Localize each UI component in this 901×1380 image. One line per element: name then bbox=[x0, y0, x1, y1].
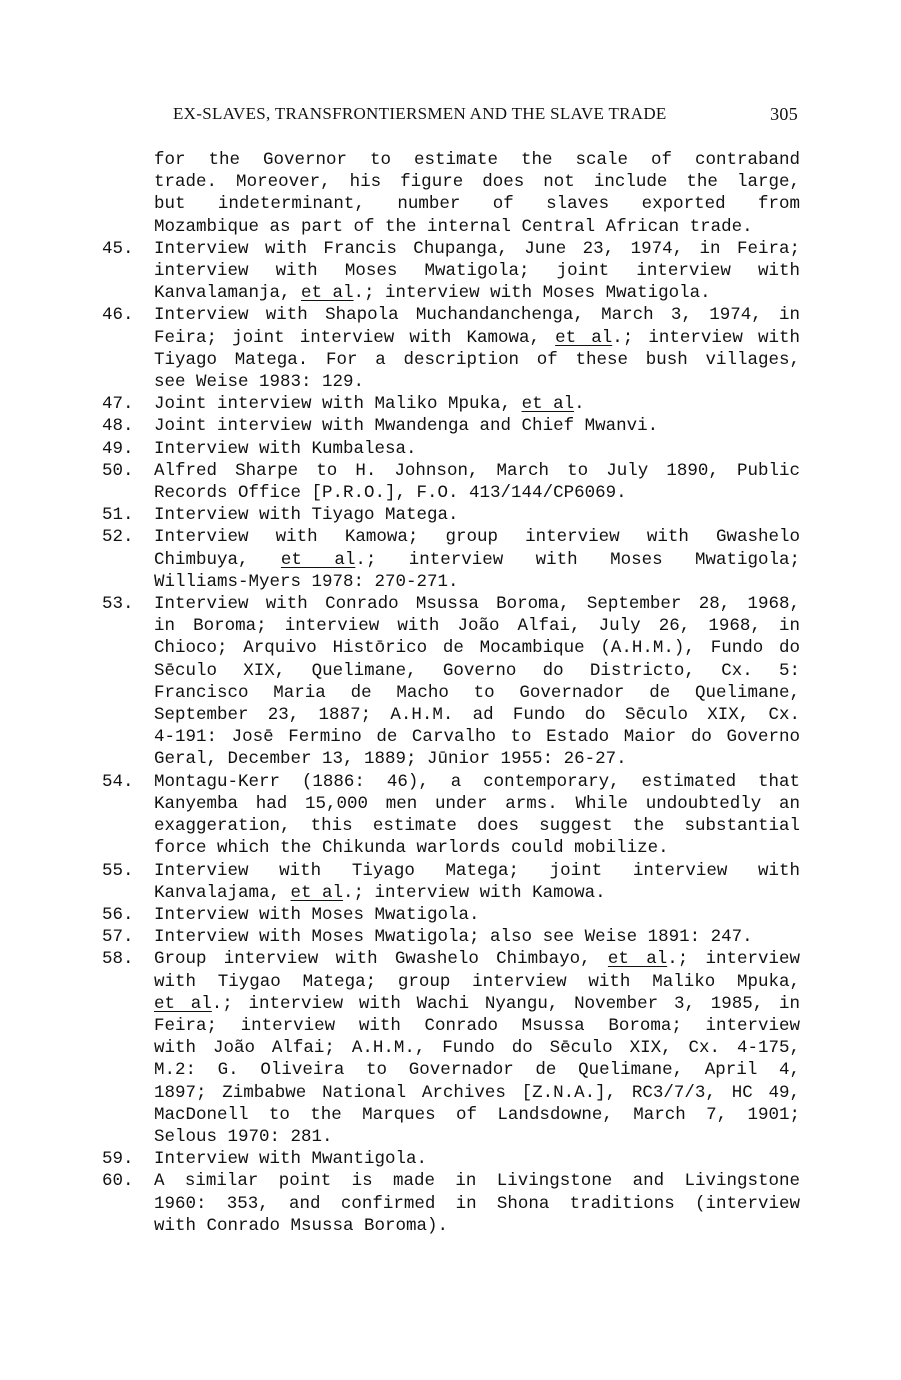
text-run: with Conrado Msussa Boroma). bbox=[154, 1215, 449, 1236]
endnote-line bbox=[154, 615, 800, 637]
endnote-line bbox=[154, 393, 800, 415]
endnote bbox=[102, 460, 800, 504]
endnote-line bbox=[154, 526, 800, 548]
endnote-line bbox=[154, 1059, 800, 1081]
text-run: interview with Moses Mwatigola; joint interview with bbox=[154, 261, 800, 282]
endnote-line bbox=[154, 726, 800, 748]
text-run: Interview with Tiyago Matega. bbox=[154, 505, 459, 526]
endnote-number: 56. bbox=[102, 904, 134, 925]
endnote-number: 54. bbox=[102, 771, 134, 792]
text-run: Records Office [P.R.O.], F.O. 413/144/CP6069. bbox=[154, 483, 627, 504]
underlined-text: et al bbox=[290, 882, 344, 903]
text-run: 1960: 353, and confirmed in Shona traditions (interview bbox=[154, 1193, 800, 1214]
endnote-line bbox=[154, 1104, 800, 1126]
endnote-line bbox=[154, 438, 800, 460]
text-run: Joint interview with Mwandenga and Chief Mwanvi. bbox=[154, 416, 659, 437]
text-run: in Boroma; interview with João Alfai, July 26, 1968, in bbox=[154, 616, 800, 637]
text-run: Francisco Maria de Macho to Governador de Quelimane, bbox=[154, 682, 800, 703]
endnote-line bbox=[154, 948, 800, 970]
endnote-line bbox=[154, 971, 800, 993]
text-run: .; interview with Wachi Nyangu, November 3, 1985, in bbox=[211, 993, 800, 1014]
endnote-line bbox=[154, 460, 800, 482]
endnote-line bbox=[154, 682, 800, 704]
text-run: see Weise 1983: 129. bbox=[154, 372, 365, 393]
endnote-line bbox=[154, 1215, 800, 1237]
endnote bbox=[102, 438, 800, 460]
endnote-line bbox=[154, 1037, 800, 1059]
underlined-text: et al bbox=[154, 993, 212, 1014]
underlined-text: et al bbox=[301, 283, 354, 304]
text-run: Geral, December 13, 1889; Jūnior 1955: 26-27. bbox=[154, 749, 627, 770]
text-run: . bbox=[574, 394, 585, 415]
running-title: EX-SLAVES, TRANSFRONTIERSMEN AND THE SLAVE TRADE bbox=[173, 104, 667, 123]
text-run: Chioco; Arquivo Histōrico de Mocambique (A.H.M.), Fundo do bbox=[154, 638, 800, 659]
endnote-line bbox=[154, 993, 800, 1015]
text-run: Interview with Kumbalesa. bbox=[154, 438, 417, 459]
text-run: Interview with Kamowa; group interview with Gwashelo bbox=[154, 527, 800, 548]
endnote bbox=[102, 526, 800, 593]
endnote-line bbox=[154, 171, 800, 193]
endnote-line bbox=[154, 282, 800, 304]
text-run: .; interview with bbox=[612, 327, 801, 348]
endnote-line bbox=[154, 815, 800, 837]
text-run: .; interview with Kamowa. bbox=[343, 882, 606, 903]
endnote-line bbox=[154, 793, 800, 815]
text-run: Sēculo XIX, Quelimane, Governo do Districto, Cx. 5: bbox=[154, 660, 800, 681]
text-run: Kanvalamanja, bbox=[154, 283, 302, 304]
endnote-number: 55. bbox=[102, 860, 134, 881]
endnote-line bbox=[154, 371, 800, 393]
endnote-number: 52. bbox=[102, 527, 134, 548]
text-run: 4-191: Josē Fermino de Carvalho to Estado Maior do Governo bbox=[154, 727, 800, 748]
underlined-text: et al bbox=[555, 327, 613, 348]
text-run: Alfred Sharpe to H. Johnson, March to July 1890, Public bbox=[154, 460, 800, 481]
text-run: Selous 1970: 281. bbox=[154, 1126, 333, 1147]
text-run: with Tiygao Matega; group interview with Maliko Mpuka, bbox=[154, 971, 800, 992]
endnote-number: 57. bbox=[102, 927, 134, 948]
endnote-line bbox=[154, 771, 800, 793]
endnote bbox=[102, 304, 800, 393]
text-run: Interview with Francis Chupanga, June 23, 1974, in Feira; bbox=[154, 238, 800, 259]
text-run: Interview with Moses Mwatigola. bbox=[154, 904, 480, 925]
underlined-text: et al bbox=[607, 949, 668, 970]
endnote bbox=[102, 149, 800, 238]
text-run: Mozambique as part of the internal Central African trade. bbox=[154, 216, 753, 237]
text-run: Tiyago Matega. For a description of these bush villages, bbox=[154, 349, 800, 370]
endnote-line bbox=[154, 904, 800, 926]
endnote-number: 50. bbox=[102, 460, 134, 481]
running-header bbox=[173, 104, 798, 128]
endnote-number: 59. bbox=[102, 1149, 134, 1170]
endnote-line bbox=[154, 149, 800, 171]
page-number: 305 bbox=[770, 104, 798, 124]
text-run: .; interview with Moses Mwatigola; bbox=[355, 549, 800, 570]
endnote-line bbox=[154, 1193, 800, 1215]
text-run: 1897; Zimbabwe National Archives [Z.N.A.], RC3/7/3, HC 49, bbox=[154, 1082, 800, 1103]
text-run: Chimbuya, bbox=[154, 549, 281, 570]
text-run: Interview with Tiyago Matega; joint interview with bbox=[154, 860, 800, 881]
endnote bbox=[102, 238, 800, 305]
text-run: September 23, 1887; A.H.M. ad Fundo do Sēculo XIX, Cx. bbox=[154, 705, 800, 726]
endnote-number: 49. bbox=[102, 438, 134, 459]
endnote-number: 46. bbox=[102, 305, 134, 326]
endnote-line bbox=[154, 1015, 800, 1037]
endnote-line bbox=[154, 926, 800, 948]
endnote-line bbox=[154, 349, 800, 371]
endnote-line bbox=[154, 571, 800, 593]
endnote-line bbox=[154, 860, 800, 882]
endnote-line bbox=[154, 1126, 800, 1148]
endnote bbox=[102, 860, 800, 904]
endnote bbox=[102, 593, 800, 771]
endnote bbox=[102, 1148, 800, 1170]
endnote-number: 45. bbox=[102, 238, 134, 259]
endnote-line bbox=[154, 704, 800, 726]
endnote-line bbox=[154, 837, 800, 859]
text-run: Joint interview with Maliko Mpuka, bbox=[154, 394, 522, 415]
endnote-number: 58. bbox=[102, 949, 134, 970]
underlined-text: et al bbox=[280, 549, 356, 570]
text-run: Interview with Conrado Msussa Boroma, September 28, 1968, bbox=[154, 594, 800, 615]
text-run: Montagu-Kerr (1886: 46), a contemporary, estimated that bbox=[154, 771, 800, 792]
endnote-number: 60. bbox=[102, 1171, 134, 1192]
text-run: Interview with Moses Mwatigola; also see Weise 1891: 247. bbox=[154, 927, 753, 948]
endnote bbox=[102, 948, 800, 1148]
endnote bbox=[102, 1170, 800, 1237]
endnote-line bbox=[154, 748, 800, 770]
endnote bbox=[102, 904, 800, 926]
text-run: .; interview bbox=[667, 949, 800, 970]
endnote-line bbox=[154, 549, 800, 571]
text-run: A similar point is made in Livingstone and Livingstone bbox=[154, 1171, 800, 1192]
text-run: trade. Moreover, his figure does not include the large, bbox=[154, 172, 800, 193]
text-run: Kanvalajama, bbox=[154, 882, 291, 903]
endnote bbox=[102, 771, 800, 860]
endnote-line bbox=[154, 593, 800, 615]
endnote-line bbox=[154, 238, 800, 260]
endnote bbox=[102, 415, 800, 437]
endnote bbox=[102, 926, 800, 948]
text-run: Feira; interview with Conrado Msussa Boroma; interview bbox=[154, 1015, 800, 1036]
text-run: Williams-Myers 1978: 270-271. bbox=[154, 571, 459, 592]
underlined-text: et al bbox=[521, 394, 575, 415]
endnote-line bbox=[154, 193, 800, 215]
endnote-number: 48. bbox=[102, 416, 134, 437]
text-run: force which the Chikunda warlords could mobilize. bbox=[154, 838, 669, 859]
endnote-number: 51. bbox=[102, 505, 134, 526]
endnote-line bbox=[154, 260, 800, 282]
text-run: but indeterminant, number of slaves exported from bbox=[154, 194, 800, 215]
text-run: exaggeration, this estimate does suggest the substantial bbox=[154, 816, 800, 837]
endnote-line bbox=[154, 637, 800, 659]
text-run: Interview with Shapola Muchandanchenga, March 3, 1974, in bbox=[154, 305, 800, 326]
text-run: Interview with Mwantigola. bbox=[154, 1149, 428, 1170]
text-run: with João Alfai; A.H.M., Fundo do Sēculo XIX, Cx. 4-175, bbox=[154, 1038, 800, 1059]
text-run: for the Governor to estimate the scale of contraband bbox=[154, 150, 800, 170]
endnote bbox=[102, 393, 800, 415]
endnote-line bbox=[154, 216, 800, 238]
endnote-line bbox=[154, 504, 800, 526]
endnote-line bbox=[154, 882, 800, 904]
endnotes-list bbox=[102, 149, 800, 1237]
endnote-number: 47. bbox=[102, 394, 134, 415]
text-run: .; interview with Moses Mwatigola. bbox=[353, 283, 711, 304]
endnote-line bbox=[154, 660, 800, 682]
endnote bbox=[102, 504, 800, 526]
text-run: MacDonell to the Marques of Landsdowne, March 7, 1901; bbox=[154, 1104, 800, 1125]
endnote-line bbox=[154, 482, 800, 504]
endnote-line bbox=[154, 327, 800, 349]
endnote-line bbox=[154, 1170, 800, 1192]
text-run: Kanyemba had 15,000 men under arms. While undoubtedly an bbox=[154, 793, 800, 814]
text-run: Feira; joint interview with Kamowa, bbox=[154, 327, 556, 348]
endnote-line bbox=[154, 1148, 800, 1170]
endnote-number: 53. bbox=[102, 594, 134, 615]
endnote-line bbox=[154, 415, 800, 437]
text-run: Group interview with Gwashelo Chimbayo, bbox=[154, 949, 608, 970]
endnote-line bbox=[154, 1082, 800, 1104]
text-run: M.2: G. Oliveira to Governador de Quelimane, April 4, bbox=[154, 1060, 800, 1081]
endnote-line bbox=[154, 304, 800, 326]
